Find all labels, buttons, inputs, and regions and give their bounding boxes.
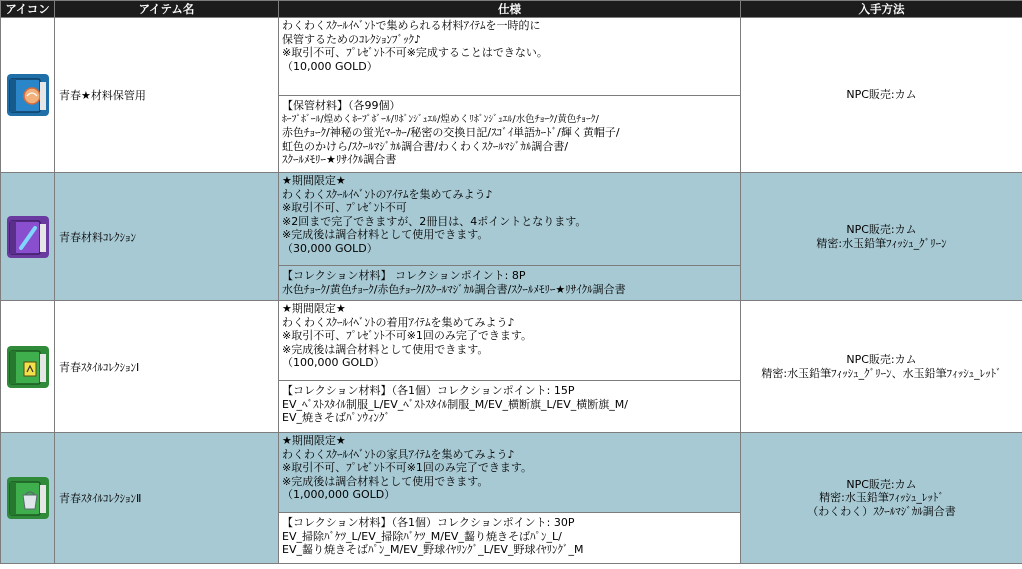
purple-collection-book-icon	[7, 216, 49, 258]
spec-line: （1,000,000 GOLD）	[282, 488, 396, 502]
spec-line: ※完成後は調合材料として使用できます。	[282, 342, 489, 356]
spec-line: 虹色のかけら/ｽｸｰﾙﾏｼﾞｶﾙ調合書/わくわくｽｸｰﾙﾏｼﾞｶﾙ調合書/	[282, 139, 569, 153]
obtain-line: 精密:水玉鉛筆ﾌｨｯｼｭ_ｸﾞﾘｰﾝ、水玉鉛筆ﾌｨｯｼｭ_ﾚｯﾄﾞ	[761, 366, 1002, 380]
icon-cell	[1, 173, 55, 301]
spec-line: EV_齧り焼きそばﾊﾟﾝ_M/EV_野球ｲﾔﾘﾝｸﾞ_L/EV_野球ｲﾔﾘﾝｸﾞ_M	[282, 543, 584, 557]
spec-description	[279, 433, 741, 513]
spec-line: ※完成後は調合材料として使用できます。	[282, 228, 489, 242]
spec-line: 【コレクション材料】（各1個）コレクションポイント: 15P	[282, 384, 575, 397]
spec-description	[279, 301, 741, 381]
spec-line: ※取引不可、ﾌﾟﾚｾﾞﾝﾄ不可※1回のみ完了できます。	[282, 461, 533, 475]
spec-line: 【保管材料】（各99個）	[282, 99, 401, 112]
obtain-method	[741, 18, 1022, 173]
obtain-line: NPC販売:カム	[846, 477, 917, 491]
spec-line: ｽｸｰﾙﾒﾓﾘｰ★ﾘｻｲｸﾙ調合書	[282, 153, 397, 167]
spec-materials	[279, 513, 741, 564]
spec-materials	[279, 96, 741, 173]
header-spec: 仕様	[279, 1, 741, 18]
spec-description	[279, 173, 741, 266]
item-name: 青春★材料保管用	[55, 18, 279, 173]
spec-line: ﾎｰﾌﾟﾎﾞｰﾙ/煌めくﾎｰﾌﾟﾎﾞｰﾙ/ﾘﾎﾞﾝｼﾞｭｴﾙ/煌めくﾘﾎﾞﾝｼﾞｭｴﾙ/水色ﾁｮｰｸ/黄色ﾁｮｰｸ/	[282, 113, 599, 125]
spec-line: ※2回まで完了できますが、2冊目は、4ポイントとなります。	[282, 214, 587, 228]
spec-line: 保管するためのｺﾚｸｼｮﾝﾌﾞｯｸ♪	[282, 32, 422, 46]
item-name: 青春ｽﾀｲﾙｺﾚｸｼｮﾝⅡ	[55, 433, 279, 564]
spec-line: EV_焼きそばﾊﾟﾝｳｨﾝｸﾞ	[282, 411, 390, 425]
obtain-method	[741, 301, 1022, 433]
table-row	[1, 301, 1022, 381]
spec-line: ※取引不可、ﾌﾟﾚｾﾞﾝﾄ不可	[282, 201, 407, 215]
spec-line: （100,000 GOLD）	[282, 356, 385, 370]
spec-line: （30,000 GOLD）	[282, 241, 378, 255]
green-style-book-2-icon	[7, 477, 49, 519]
blue-storage-book-icon	[7, 74, 49, 116]
spec-line: （10,000 GOLD）	[282, 59, 378, 73]
table-row	[1, 433, 1022, 513]
header-row	[1, 1, 1022, 18]
spec-line: わくわくｽｸｰﾙｲﾍﾞﾝﾄのｱｲﾃﾑを集めてみよう♪	[282, 187, 493, 201]
spec-line: ★期間限定★	[282, 174, 346, 187]
spec-line: ★期間限定★	[282, 302, 346, 315]
spec-line: EV_掃除ﾊﾞｹﾂ_L/EV_掃除ﾊﾞｹﾂ_M/EV_齧り焼きそばﾊﾟﾝ_L/	[282, 529, 562, 543]
header-obtain: 入手方法	[741, 1, 1022, 18]
spec-line: ★期間限定★	[282, 434, 346, 447]
item-name: 青春ｽﾀｲﾙｺﾚｸｼｮﾝⅠ	[55, 301, 279, 433]
spec-line: EV_ﾍﾞｽﾄｽﾀｲﾙ制服_L/EV_ﾍﾞｽﾄｽﾀｲﾙ制服_M/EV_横断旗_L/EV_横断旗_M/	[282, 397, 628, 411]
obtain-method	[741, 173, 1022, 301]
header-icon: アイコン	[1, 1, 55, 18]
spec-line: 【コレクション材料】 コレクションポイント: 8P	[282, 269, 526, 282]
spec-materials	[279, 266, 741, 301]
spec-line: ※完成後は調合材料として使用できます。	[282, 474, 489, 488]
spec-line: わくわくｽｸｰﾙｲﾍﾞﾝﾄで集められる材料ｱｲﾃﾑを一時的に	[282, 19, 541, 32]
obtain-line: NPC販売:カム	[846, 352, 917, 366]
icon-cell	[1, 433, 55, 564]
spec-line: わくわくｽｸｰﾙｲﾍﾞﾝﾄの家具ｱｲﾃﾑを集めてみよう♪	[282, 447, 515, 461]
obtain-line: NPC販売:カム	[846, 88, 917, 102]
table-row	[1, 173, 1022, 266]
header-name: アイテム名	[55, 1, 279, 18]
icon-cell	[1, 301, 55, 433]
item-name: 青春材料ｺﾚｸｼｮﾝ	[55, 173, 279, 301]
icon-cell	[1, 18, 55, 173]
obtain-method	[741, 433, 1022, 564]
spec-line: 赤色ﾁｮｰｸ/神秘の蛍光ﾏｰｶｰ/秘密の交換日記/ｽｺﾞｲ単語ｶｰﾄﾞ/輝く黄帽子/	[282, 126, 620, 140]
green-style-book-1-icon	[7, 346, 49, 388]
obtain-line: 精密:水玉鉛筆ﾌｨｯｼｭ_ﾚｯﾄﾞ	[819, 491, 944, 505]
obtain-line: 精密:水玉鉛筆ﾌｨｯｼｭ_ｸﾞﾘｰﾝ	[816, 236, 947, 250]
spec-line: 水色ﾁｮｰｸ/黄色ﾁｮｰｸ/赤色ﾁｮｰｸ/ｽｸｰﾙﾏｼﾞｶﾙ調合書/ｽｸｰﾙﾒﾓﾘｰ★ﾘｻｲｸﾙ調合書	[282, 282, 626, 296]
spec-line: わくわくｽｸｰﾙｲﾍﾞﾝﾄの着用ｱｲﾃﾑを集めてみよう♪	[282, 315, 515, 329]
table-row	[1, 18, 1022, 96]
spec-line: ※取引不可、ﾌﾟﾚｾﾞﾝﾄ不可※1回のみ完了できます。	[282, 329, 533, 343]
obtain-line: NPC販売:カム	[846, 222, 917, 236]
spec-line: 【コレクション材料】（各1個）コレクションポイント: 30P	[282, 516, 575, 529]
spec-materials	[279, 381, 741, 433]
spec-line: ※取引不可、ﾌﾟﾚｾﾞﾝﾄ不可※完成することはできない。	[282, 46, 548, 60]
obtain-line: （わくわく）ｽｸｰﾙﾏｼﾞｶﾙ調合書	[807, 504, 956, 518]
spec-description	[279, 18, 741, 96]
